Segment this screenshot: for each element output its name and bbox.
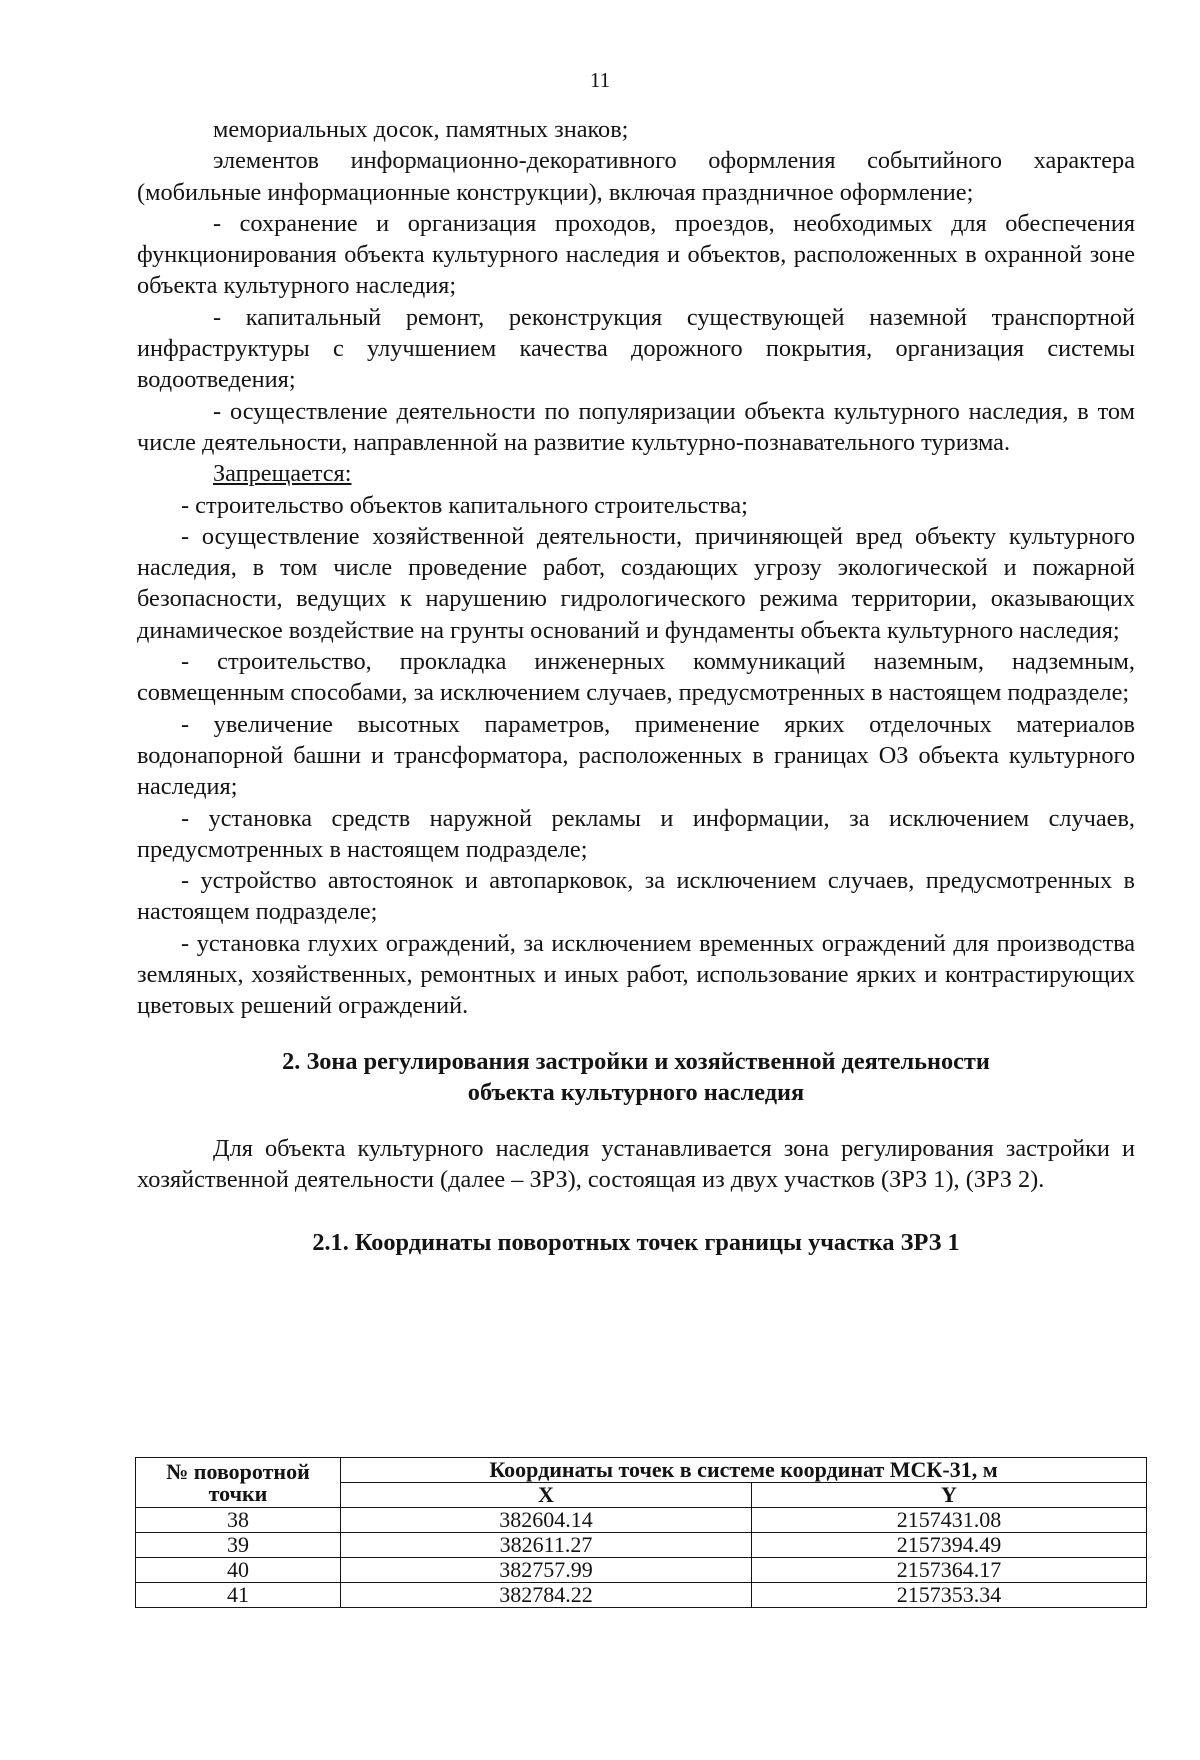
section-intro: Для объекта культурного наследия устанавливается зона регулирования застройки и хозяйственной деятельности (далее – ЗРЗ), состоящая из двух участков (ЗРЗ 1), (ЗРЗ 2). (137, 1134, 1135, 1193)
cell-y: 2157364.17 (752, 1558, 1147, 1583)
cell-x: 382757.99 (341, 1558, 752, 1583)
forbidden-item: - осуществление хозяйственной деятельности, причиняющей вред объекту культурного наследия, в том числе проведение работ, создающих угрозу экологической и пожарной безопасности, ведущих к нарушению гидрологического режима территории, оказывающих динамическое воздействие на грунты оснований и фундаменты объекта культурного наследия; (137, 522, 1135, 644)
forbidden-item: - строительство, прокладка инженерных коммуникаций наземным, надземным, совмещенным способами, за исключением случаев, предусмотренных в настоящем подразделе; (137, 648, 1135, 707)
cell-point: 40 (136, 1558, 341, 1583)
header-coordinates: Координаты точек в системе координат МСК-31, м (341, 1458, 1147, 1483)
cell-x: 382784.22 (341, 1583, 752, 1608)
paragraph: - сохранение и организация проходов, проездов, необходимых для обеспечения функционирования объекта культурного наследия и объектов, расположенных в охранной зоне объекта культурного наследия; (137, 209, 1135, 300)
header-x: X (341, 1483, 752, 1508)
header-y: Y (752, 1483, 1147, 1508)
section-heading-line: 2. Зона регулирования застройки и хозяйственной деятельности (282, 1047, 990, 1075)
forbidden-label: Запрещается: (213, 460, 352, 488)
forbidden-item: - установка глухих ограждений, за исключением временных ограждений для производства земляных, хозяйственных, ремонтных и иных работ, использование ярких и контрастирующих цветовых решений ограждений. (137, 929, 1135, 1020)
cell-point: 41 (136, 1583, 341, 1608)
table-row (136, 1533, 1147, 1558)
coordinates-table (135, 1457, 1147, 1608)
cell-x: 382611.27 (341, 1533, 752, 1558)
forbidden-label-line (137, 458, 1135, 489)
table-row (136, 1508, 1147, 1533)
subsection-heading: 2.1. Координаты поворотных точек границы участка ЗРЗ 1 (312, 1229, 960, 1257)
page-number: 11 (589, 68, 611, 92)
table-row (136, 1583, 1147, 1608)
cell-y: 2157431.08 (752, 1508, 1147, 1533)
forbidden-item: - строительство объектов капитального строительства; (181, 491, 748, 519)
forbidden-item: - установка средств наружной рекламы и информации, за исключением случаев, предусмотренных в настоящем подразделе; (137, 804, 1135, 863)
paragraph: мемориальных досок, памятных знаков; (213, 116, 629, 143)
cell-point: 38 (136, 1508, 341, 1533)
table-header-row (136, 1458, 1147, 1483)
paragraph: элементов информационно-декоративного оформления событийного характера (мобильные информационные конструкции), включая праздничное оформление; (137, 147, 1135, 206)
paragraph: - капитальный ремонт, реконструкция существующей наземной транспортной инфраструктуры с улучшением качества дорожного покрытия, организация системы водоотведения; (137, 303, 1135, 394)
document-body (137, 114, 1135, 1259)
header-point-number: № поворотной точки (136, 1458, 341, 1508)
forbidden-item: - устройство автостоянок и автопарковок, за исключением случаев, предусмотренных в настоящем подразделе; (137, 867, 1135, 926)
cell-x: 382604.14 (341, 1508, 752, 1533)
cell-point: 39 (136, 1533, 341, 1558)
forbidden-item: - увеличение высотных параметров, применение ярких отделочных материалов водонапорной башни и трансформатора, расположенных в границах ОЗ объекта культурного наследия; (137, 710, 1135, 801)
cell-y: 2157394.49 (752, 1533, 1147, 1558)
cell-y: 2157353.34 (752, 1583, 1147, 1608)
table-row (136, 1558, 1147, 1583)
paragraph: - осуществление деятельности по популяризации объекта культурного наследия, в том числе деятельности, направленной на развитие культурно-познавательного туризма. (137, 397, 1135, 456)
section-heading-line: объекта культурного наследия (467, 1078, 805, 1106)
section-heading (137, 1046, 1135, 1108)
